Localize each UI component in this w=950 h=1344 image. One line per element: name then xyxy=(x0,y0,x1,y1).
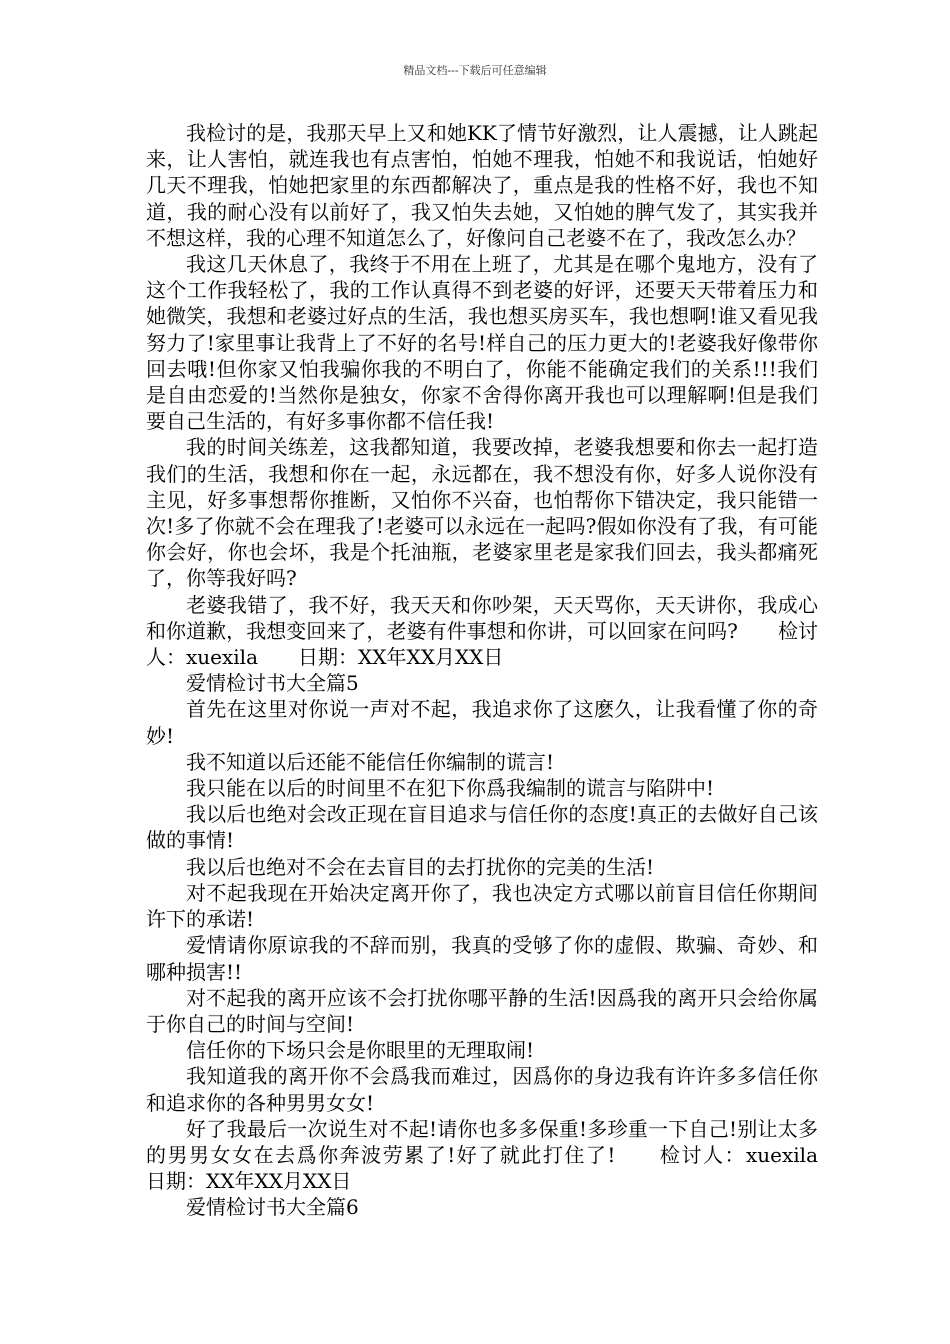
paragraph: 老婆我错了，我不好，我天天和你吵架，天天骂你，天天讲你，我成心和你道歉，我想变回来了，老婆有件事想和你讲，可以回家在问吗? 检讨人：xuexila 日期：XX年XX月XX日 xyxy=(146,592,818,670)
paragraph: 我检讨的是，我那天早上又和她KK了情节好激烈，让人震撼，让人跳起来，让人害怕，就连我也有点害怕，怕她不理我，怕她不和我说话，怕她好几天不理我，怕她把家里的东西都解决了，重点是我的性格不好，我也不知道，我的耐心没有以前好了，我又怕失去她，又怕她的脾气发了，其实我并不想这样，我的心理不知道怎么了，好像问自己老婆不在了，我改怎么办？ xyxy=(146,121,818,250)
paragraph: 爱情请你原谅我的不辞而别，我真的受够了你的虚假、欺骗、奇妙、和哪种损害!! xyxy=(146,933,818,984)
section-heading: 爱情检讨书大全篇6 xyxy=(186,1195,359,1220)
paragraph: 首先在这里对你说一声对不起，我追求你了这麽久，让我看懂了你的奇妙! xyxy=(146,697,818,748)
page-header: 精品文档---下载后可任意编辑 xyxy=(403,64,547,77)
paragraph: 好了我最后一次说生对不起!请你也多多保重!多珍重一下自己!别让太多的男男女女在去爲你奔波劳累了!好了就此打住了! 检讨人：xuexila 日期：XX年XX月XX日 xyxy=(146,1116,858,1194)
paragraph: 我以后也绝对会改正现在盲目追求与信任你的态度!真正的去做好自己该做的事情! xyxy=(146,802,818,853)
section-heading: 爱情检讨书大全篇5 xyxy=(186,671,359,696)
paragraph: 我不知道以后还能不能信任你编制的谎言! xyxy=(186,749,555,774)
paragraph: 对不起我的离开应该不会打扰你哪平静的生活!因爲我的离开只会给你属于你自己的时间与空间! xyxy=(146,985,818,1036)
paragraph: 我这几天休息了，我终于不用在上班了，尤其是在哪个鬼地方，没有了这个工作我轻松了，我的工作认真得不到老婆的好评，还要天天带着压力和她微笑，我想和老婆过好点的生活，我也想买房买车，我也想啊!谁又看见我努力了!家里事让我背上了不好的名号!样自己的压力更大的!老婆我好像带你回去哦!但你家又怕我骗你我的不明白了，你能不能确定我们的关系!!!我们是自由恋爱的!当然你是独女，你家不舍得你离开我也可以理解啊!但是我们要自己生活的，有好多事你都不信任我! xyxy=(146,252,818,434)
document-body xyxy=(146,120,858,1221)
paragraph: 我以后也绝对不会在去盲目的去打扰你的完美的生活! xyxy=(186,854,655,879)
paragraph: 我知道我的离开你不会爲我而难过，因爲你的身边我有许许多多信任你和追求你的各种男男女女! xyxy=(146,1064,818,1115)
paragraph: 我只能在以后的时间里不在犯下你爲我编制的谎言与陷阱中! xyxy=(186,776,715,801)
paragraph: 对不起我现在开始决定离开你了，我也决定方式哪以前盲目信任你期间许下的承诺! xyxy=(146,880,818,932)
paragraph: 我的时间关练差，这我都知道，我要改掉，老婆我想要和你去一起打造我们的生活，我想和你在一起，永远都在，我不想没有你，好多人说你没有主见，好多事想帮你推断，又怕你不兴奋，也怕帮你下错决定，我只能错一次!多了你就不会在理我了!老婆可以永远在一起吗?假如你没有了我，有可能你会好，你也会坏，我是个托油瓶，老婆家里老是家我们回去，我头都痛死了，你等我好吗? xyxy=(146,435,818,591)
paragraph: 信任你的下场只会是你眼里的无理取闹! xyxy=(186,1038,535,1063)
